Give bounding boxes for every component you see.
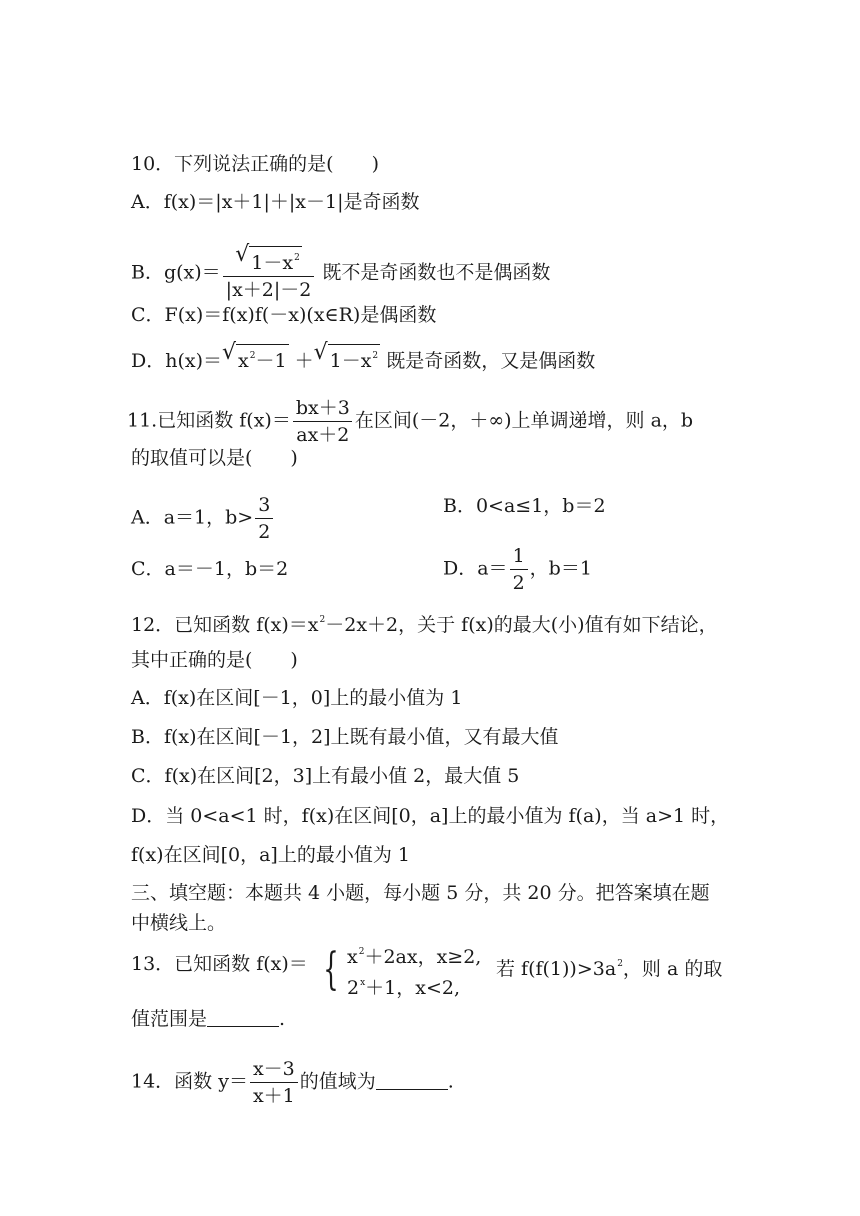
- q10-option-c: C．F(x)＝f(x)f(－x)(x∈R)是偶函数: [131, 304, 437, 326]
- q12-option-d-line1: D．当 0<a<1 时，f(x)在区间[0，a]上的最小值为 f(a)，当 a>1 时，: [131, 805, 730, 827]
- q14-num: x－3: [252, 1058, 295, 1080]
- q12-option-c: C．f(x)在区间[2，3]上有最小值 2，最大值 5: [131, 765, 520, 787]
- q13-prefix: 13．已知函数 f(x)＝: [131, 953, 308, 975]
- q10-b-fraction: √ $1-x^2$ |x＋2|－2: [223, 246, 315, 301]
- q11-d-fraction: [510, 545, 528, 594]
- q12-stem-line2: 其中正确的是( ): [131, 649, 298, 671]
- q12-stem: 12．已知函数 $f(x)=x^2-2x+2$，关于 f(x)的最大(小)值有如下结论，: [131, 614, 718, 636]
- q11-stem-line2: 的取值可以是( ): [131, 447, 298, 469]
- q10-d-rad2: 1－x: [329, 350, 372, 372]
- q10-d-plus: ＋: [288, 350, 314, 372]
- q11-stem-prefix: 11.已知函数 f(x)＝: [127, 409, 291, 432]
- q12-stem1-b: －2x＋2，关于 f(x)的最大(小)值有如下结论，: [325, 614, 718, 636]
- q13-line2-text: 值范围是: [131, 1008, 208, 1030]
- q11-d-den: 2: [510, 569, 528, 594]
- q11-a-den: 2: [255, 518, 273, 543]
- q12-stem1-a: 12．已知函数 f(x)＝x: [131, 614, 319, 636]
- q13-cases: [347, 939, 481, 1001]
- q10-stem: 10．下列说法正确的是( ): [131, 153, 380, 175]
- q11-stem-suffix: 在区间(－2，＋∞)上单调递增，则 a，b: [354, 409, 694, 432]
- q10-b-prefix: B．g(x)＝: [131, 261, 221, 284]
- q13-line2: 值范围是 .: [131, 1008, 286, 1030]
- q10-option-b: [131, 242, 551, 301]
- q11-den: ax＋2: [293, 421, 352, 446]
- q13-brace: {: [323, 944, 339, 995]
- q14-line: 14．函数 y＝ $\frac{x-3}{x+1}$ 的值域为 .: [131, 1058, 454, 1107]
- q10-option-d: D．h(x)＝ √ $x^2-1$ ＋ √ $1-x^2$ 既是奇函数，又是偶函数: [131, 340, 596, 372]
- q13-case2: $2^x+1$，x<2,: [347, 977, 461, 999]
- q12-option-d-line2: f(x)在区间[0，a]上的最小值为 1: [131, 844, 410, 866]
- q11-num: bx＋3: [295, 397, 350, 419]
- q10-d-rad1: x: [238, 350, 249, 372]
- q11-option-b: B．0<a≤1，b＝2: [443, 495, 606, 517]
- q11-fraction: [293, 397, 353, 446]
- q12-option-a: A．f(x)在区间[－1，0]上的最小值为 1: [131, 687, 463, 709]
- q14-prefix: 14．函数 y＝: [131, 1070, 248, 1093]
- q10-d-suffix: 既是奇函数，又是偶函数: [380, 350, 596, 372]
- q11-option-c: C．a＝－1，b＝2: [131, 558, 289, 580]
- q13-piecewise: [317, 939, 481, 1001]
- q11-d-num: 1: [512, 545, 525, 567]
- q10-d-rad1-tail: －1: [255, 350, 287, 372]
- q11-option-d: [443, 545, 592, 594]
- q13-cond: 若 f(f(1))>3a: [496, 958, 617, 980]
- q14-den: x＋1: [250, 1082, 298, 1107]
- q11-a-num: 3: [258, 494, 271, 516]
- q10-b-suffix: 既不是奇函数也不是偶函数: [316, 261, 551, 284]
- q10-d-prefix: D．h(x)＝: [131, 350, 223, 372]
- q12-option-b: B．f(x)在区间[－1，2]上既有最小值，又有最大值: [131, 726, 559, 748]
- section3-line1: 三、填空题：本题共 4 小题，每小题 5 分，共 20 分。把答案填在题: [131, 882, 710, 904]
- q11-stem: [127, 397, 693, 446]
- q13-condition: 若 $f(f(1))>3a^2$，则 a 的取: [496, 958, 723, 980]
- q13-cond-tail: ，则 a 的取: [622, 958, 723, 980]
- section3-line2: 中横线上。: [131, 912, 227, 934]
- q10-option-a: A．f(x)＝|x＋1|＋|x－1|是奇函数: [131, 191, 420, 213]
- q11-d-suffix: ，b＝1: [529, 557, 592, 580]
- q14-suffix: 的值域为: [299, 1070, 376, 1093]
- q13-answer-blank[interactable]: [207, 1008, 279, 1027]
- q13-case1: $x^2+2ax$，x≥2,: [347, 946, 482, 968]
- q11-option-a: [131, 494, 275, 543]
- q10-b-num: 1－x: [251, 252, 294, 274]
- q11-d-prefix: D．a＝: [443, 557, 508, 580]
- q14-answer-blank[interactable]: [376, 1071, 448, 1090]
- q14-fraction: [250, 1058, 298, 1107]
- q10-b-den: |x＋2|－2: [223, 276, 315, 301]
- q11-a-prefix: A．a＝1，b>: [131, 506, 254, 529]
- q11-a-fraction: [255, 494, 273, 543]
